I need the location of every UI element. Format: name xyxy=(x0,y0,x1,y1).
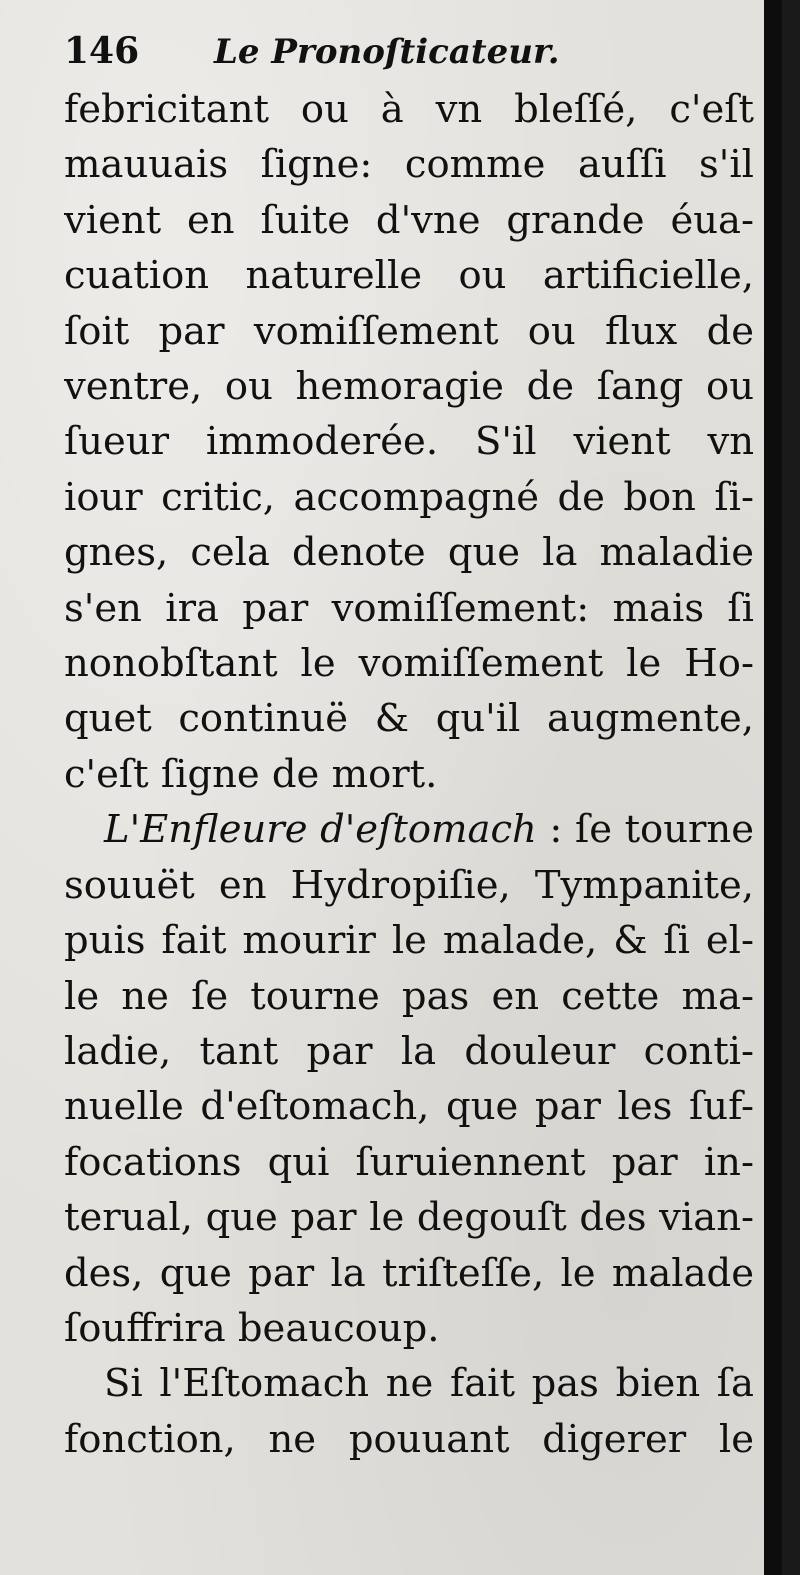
text-line: Si l'Eſtomach ne fait pas bien ſa xyxy=(104,1361,754,1407)
paragraph-1 xyxy=(64,82,754,802)
text-line: nuelle d'eſtomach, que par les ſuf- xyxy=(64,1084,754,1130)
text-line: ſoit par vomiſſement ou flux de xyxy=(64,308,754,354)
page-number: 146 xyxy=(64,30,140,72)
text-line: c'eſt ſigne de mort. xyxy=(64,751,438,797)
text-line: focations qui ſuruiennent par in- xyxy=(64,1139,754,1185)
page-header xyxy=(64,30,754,78)
lead-rest: : ſe tourne xyxy=(536,807,754,853)
text-line: ladie, tant par la douleur conti- xyxy=(64,1028,754,1074)
text-line: s'en ira par vomiſſement: mais ſi xyxy=(64,585,754,631)
text-line: ſouffrira beaucoup. xyxy=(64,1305,440,1351)
text-line: le ne ſe tourne pas en cette ma- xyxy=(64,973,754,1019)
text-line: nonobſtant le vomiſſement le Ho- xyxy=(64,641,754,687)
text-line: ventre, ou hemoragie de ſang ou xyxy=(64,364,754,410)
text-line: ſueur immoderée. S'il vient vn xyxy=(64,419,754,465)
paragraph-lead-line xyxy=(64,802,754,857)
page-edge-shadow xyxy=(764,0,782,1575)
text-line: fonction, ne pouuant digerer le xyxy=(64,1416,754,1462)
text-line: iour critic, accompagné de bon ſi- xyxy=(64,474,754,520)
text-line: mauuais ſigne: comme auſſi s'il xyxy=(64,142,754,188)
lead-italic-phrase: L'Enfleure d'eſtomach xyxy=(104,807,537,853)
text-line: vient en ſuite d'vne grande éua- xyxy=(64,197,754,243)
text-line: quet continuë & qu'il augmente, xyxy=(64,696,754,742)
text-line: cuation naturelle ou artificielle, xyxy=(64,253,754,299)
paragraph-3 xyxy=(64,1356,754,1467)
body-text xyxy=(64,82,754,1467)
paragraph-2 xyxy=(64,802,754,1356)
running-title: Le Pronoſticateur. xyxy=(214,32,560,72)
text-line: puis fait mourir le malade, & ſi el- xyxy=(64,918,754,964)
text-line: terual, que par le degouſt des vian- xyxy=(64,1195,754,1241)
text-line: gnes, cela denote que la maladie xyxy=(64,530,754,576)
text-line: febricitant ou à vn bleſſé, c'eſt xyxy=(64,87,754,132)
text-line: des, que par la triſteſſe, le malade xyxy=(64,1250,754,1296)
text-line: souuët en Hydropiſie, Tympanite, xyxy=(64,862,754,908)
